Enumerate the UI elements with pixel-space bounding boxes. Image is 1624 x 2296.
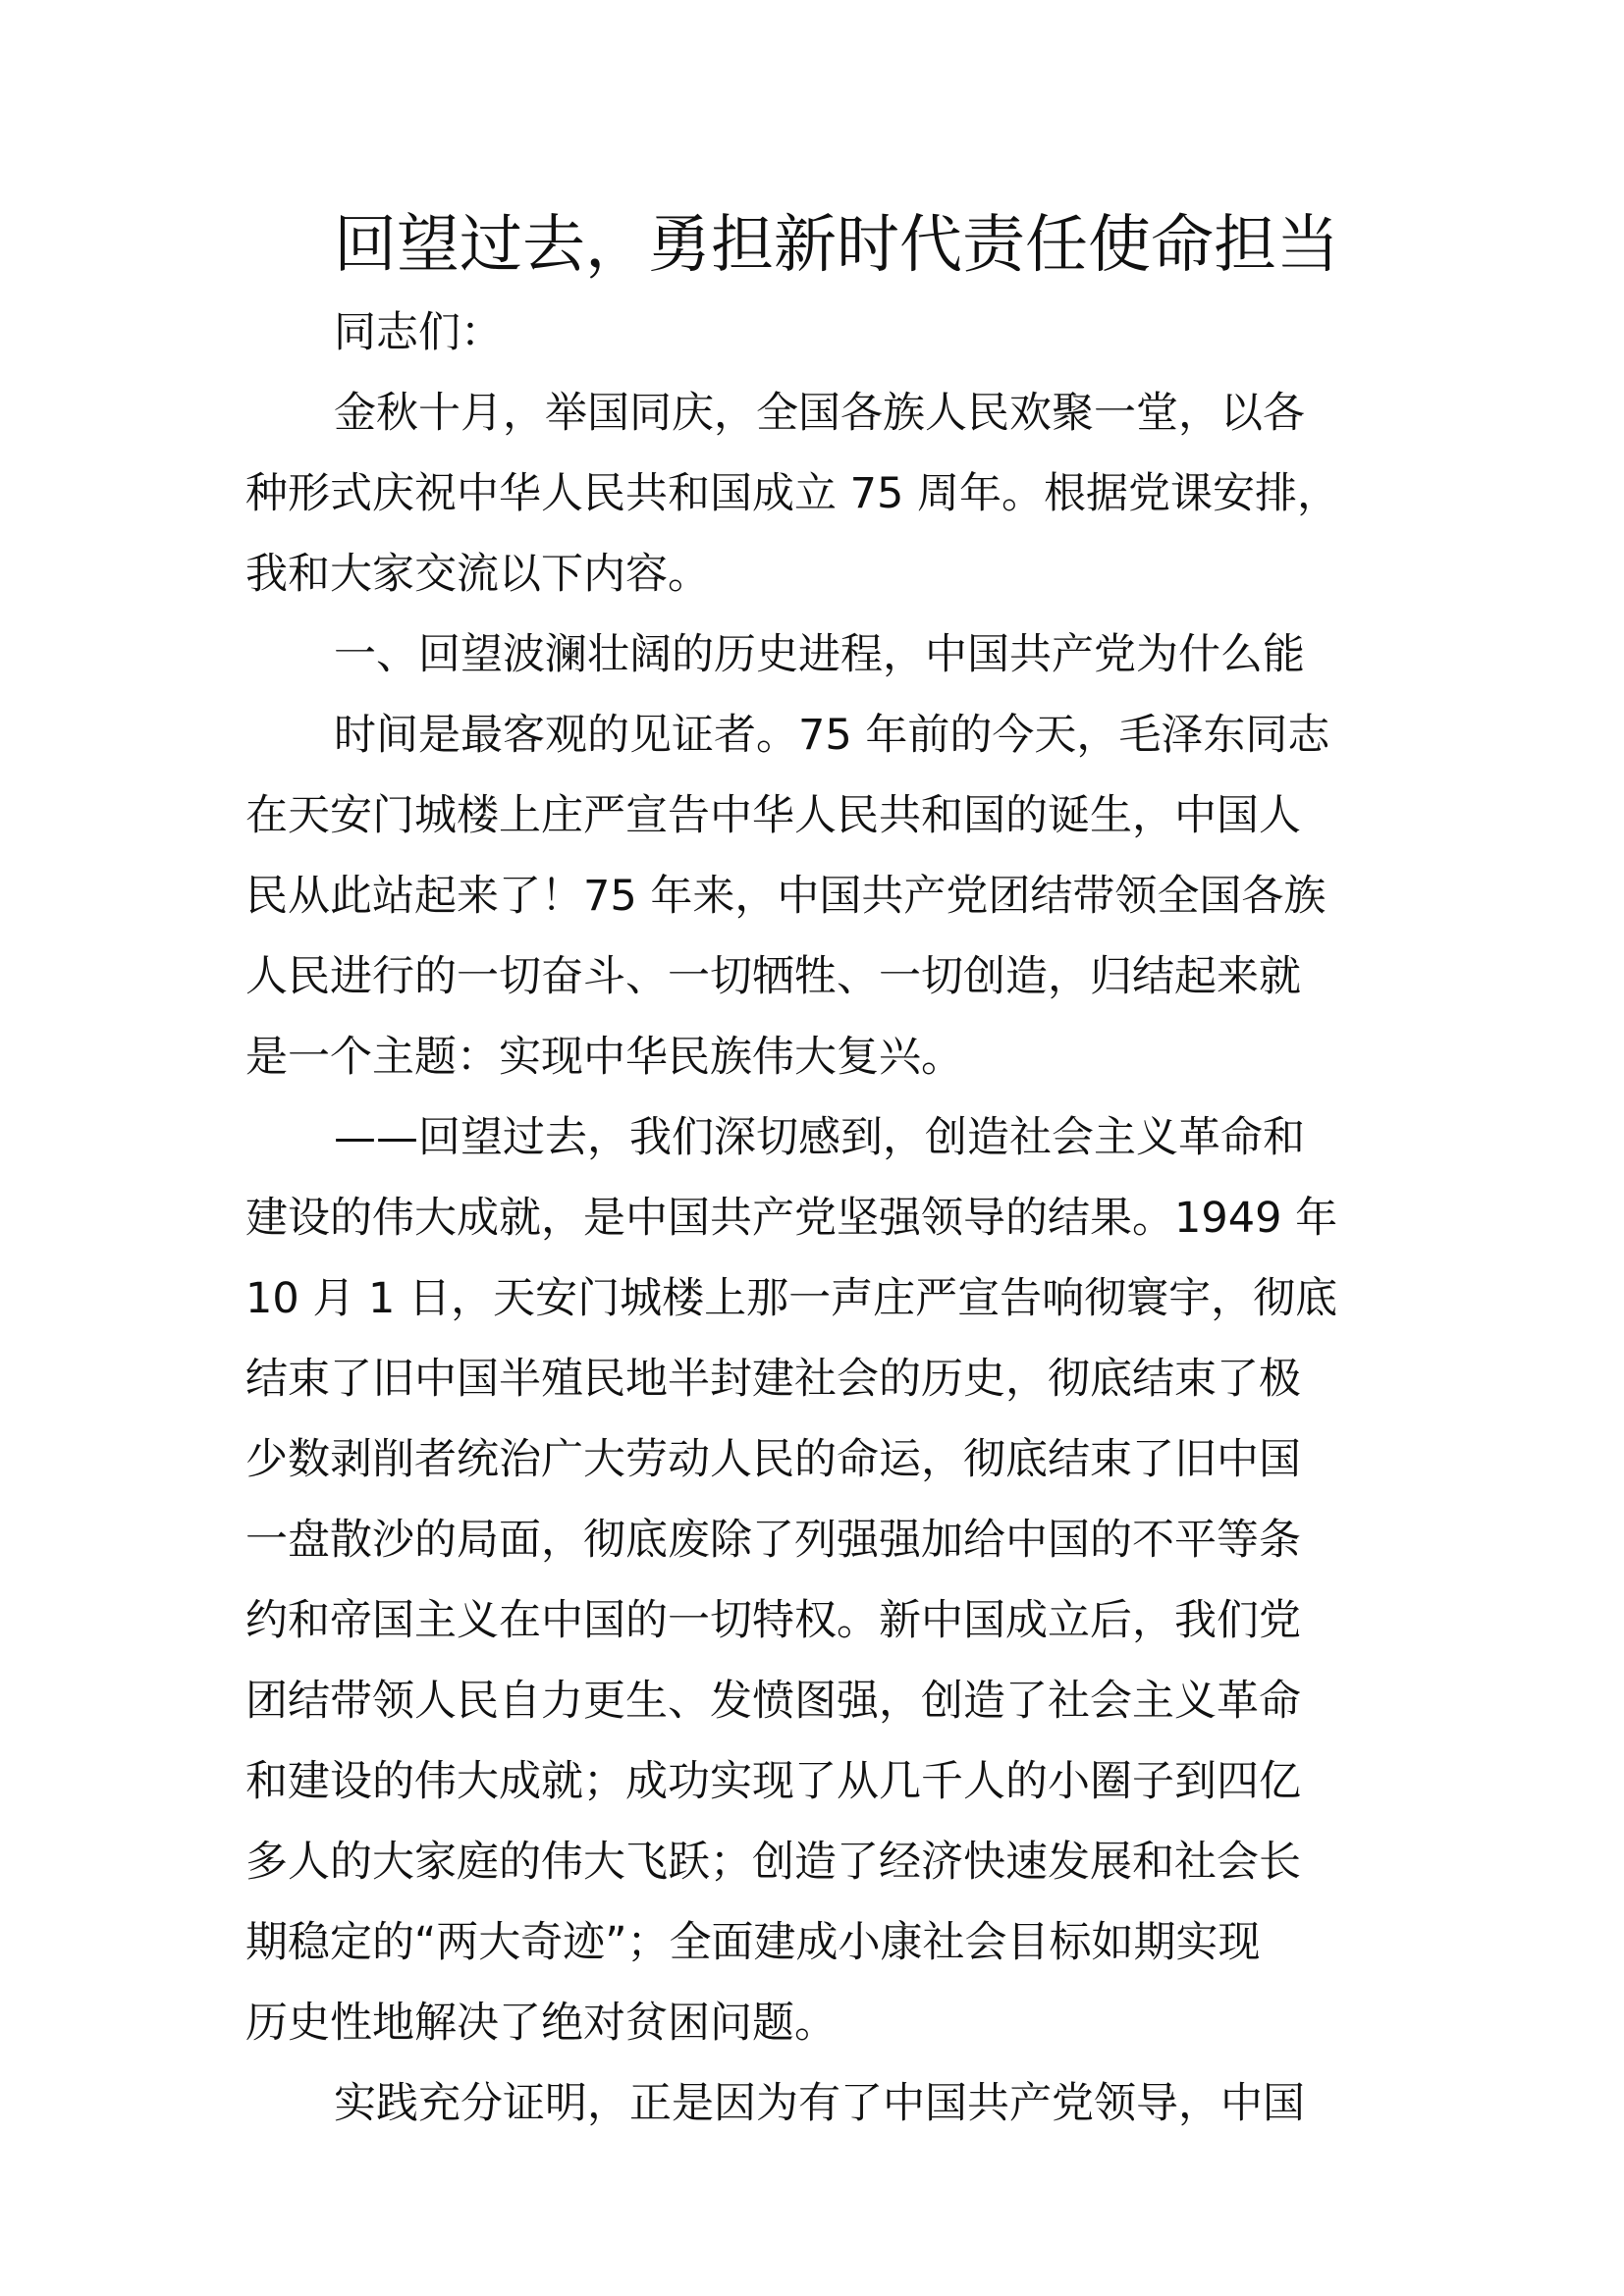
paragraph-line: 结束了旧中国半殖民地半封建社会的历史，彻底结束了极 xyxy=(245,1355,1301,1404)
section-heading: 一、回望波澜壮阔的历史进程，中国共产党为什么能 xyxy=(334,630,1305,679)
paragraph-line: 10 月 1 日，天安门城楼上那一声庄严宣告响彻寰宇，彻底 xyxy=(245,1274,1338,1323)
paragraph-line: 时间是最客观的见证者。75 年前的今天，毛泽东同志 xyxy=(334,711,1330,760)
paragraph-line: 在天安门城楼上庄严宣告中华人民共和国的诞生，中国人 xyxy=(245,791,1301,840)
paragraph-line: ——回望过去，我们深切感到，创造社会主义革命和 xyxy=(334,1113,1305,1162)
paragraph-line: 建设的伟大成就，是中国共产党坚强领导的结果。1949 年 xyxy=(245,1194,1338,1243)
paragraph-line: 期稳定的“两大奇迹”；全面建成小康社会目标如期实现 xyxy=(245,1918,1261,1967)
paragraph-line: 实践充分证明，正是因为有了中国共产党领导，中国 xyxy=(334,2079,1305,2128)
paragraph-line: 少数剥削者统治广大劳动人民的命运，彻底结束了旧中国 xyxy=(245,1435,1301,1484)
paragraph-line: 民从此站起来了！75 年来，中国共产党团结带领全国各族 xyxy=(245,872,1326,921)
document-title: 回望过去，勇担新时代责任使命担当 xyxy=(334,209,1339,282)
paragraph-line: 多人的大家庭的伟大飞跃；创造了经济快速发展和社会长 xyxy=(245,1838,1301,1887)
salutation-line: 同志们： xyxy=(334,308,503,357)
paragraph-line: 和建设的伟大成就；成功实现了从几千人的小圈子到四亿 xyxy=(245,1757,1301,1806)
paragraph-line: 约和帝国主义在中国的一切特权。新中国成立后，我们党 xyxy=(245,1596,1301,1645)
document-body xyxy=(245,293,1384,2144)
paragraph-line: 团结带领人民自力更生、发愤图强，创造了社会主义革命 xyxy=(245,1677,1301,1726)
paragraph-line: 金秋十月，举国同庆，全国各族人民欢聚一堂，以各 xyxy=(334,389,1305,438)
paragraph-line: 一盘散沙的局面，彻底废除了列强强加给中国的不平等条 xyxy=(245,1516,1301,1565)
paragraph-line: 种形式庆祝中华人民共和国成立 75 周年。根据党课安排， xyxy=(245,469,1340,518)
paragraph-line: 人民进行的一切奋斗、一切牺牲、一切创造，归结起来就 xyxy=(245,952,1301,1001)
paragraph-line: 我和大家交流以下内容。 xyxy=(245,550,710,599)
paragraph-line: 是一个主题：实现中华民族伟大复兴。 xyxy=(245,1033,963,1082)
paragraph-line: 历史性地解决了绝对贫困问题。 xyxy=(245,1999,837,2048)
